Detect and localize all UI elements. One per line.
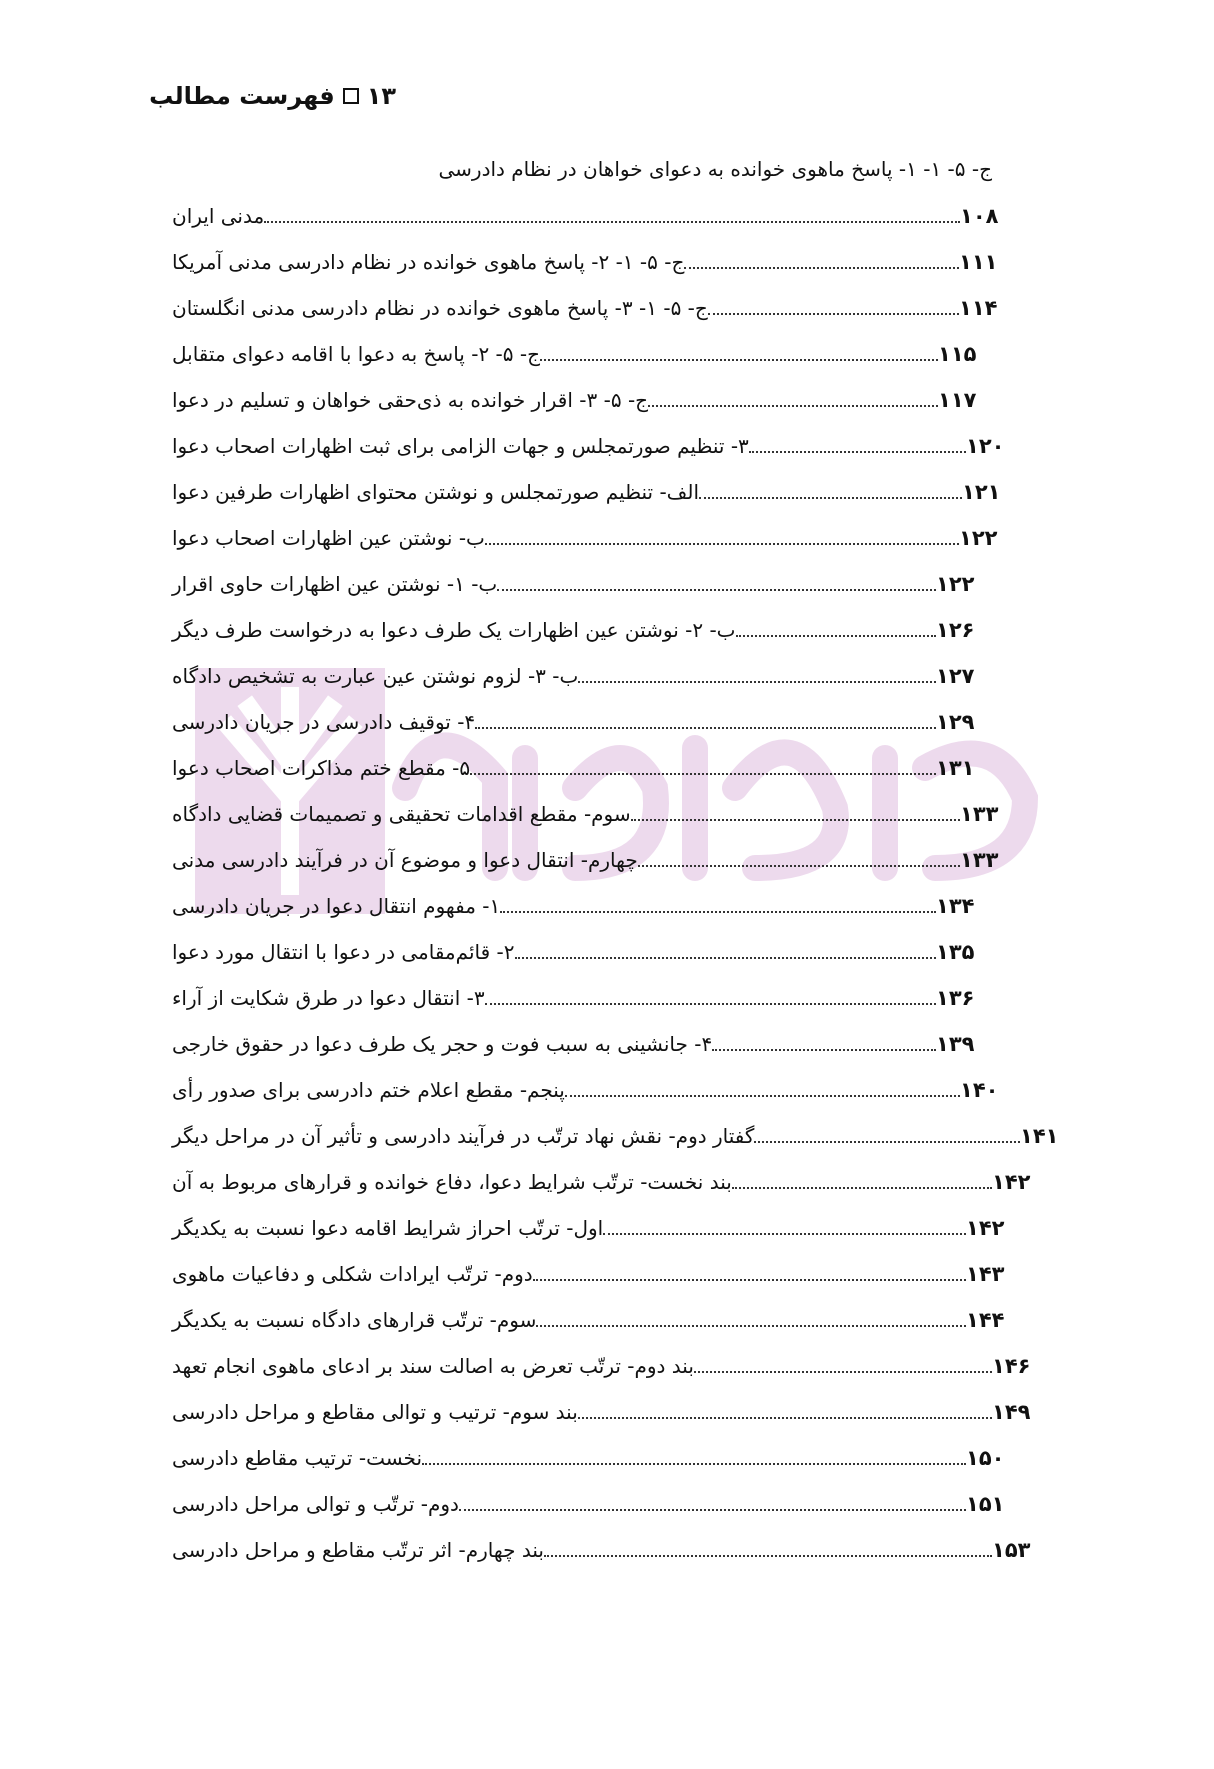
toc-entry-title: مدنی ایران [172, 204, 265, 228]
toc-entry[interactable] [168, 600, 980, 644]
dot-leader [485, 1003, 936, 1005]
table-of-contents [0, 150, 1214, 1750]
dot-leader [533, 1279, 966, 1281]
dot-leader [470, 773, 936, 775]
toc-entry[interactable] [168, 416, 1010, 460]
toc-entry-page: ۱۲۹ [936, 710, 975, 734]
toc-entry-page: ۱۲۷ [936, 664, 975, 688]
dot-leader [422, 1463, 966, 1465]
toc-entry-page: ۱۴۱ [1020, 1124, 1059, 1148]
toc-entry-page: ۱۴۲ [992, 1170, 1031, 1194]
page-header [149, 82, 396, 110]
toc-entry-title: سوم- مقطع اقدامات تحقیقی و تصمیمات قضایی دادگاه [172, 802, 631, 826]
dot-leader [648, 405, 938, 407]
toc-entry-title: بند دوم- ترتّب تعرض به اصالت سند بر ادعای ماهوی انجام تعهد [172, 1354, 694, 1378]
toc-entry-title: ۳- انتقال دعوا در طرق شکایت از آراء [172, 986, 485, 1010]
toc-entry-title: بند چهارم- اثر ترتّب مقاطع و مراحل دادرسی [172, 1538, 544, 1562]
toc-entry[interactable] [168, 1382, 1036, 1426]
toc-entry[interactable] [168, 554, 980, 598]
toc-entry-title: ۴- جانشینی به سبب فوت و حجر یک طرف دعوا در حقوق خارجی [172, 1032, 713, 1056]
toc-entry[interactable] [168, 1106, 1064, 1150]
dot-leader [712, 1049, 936, 1051]
dot-leader [515, 957, 937, 959]
toc-entry[interactable] [168, 876, 980, 920]
toc-entry[interactable] [168, 968, 980, 1012]
toc-entry[interactable] [168, 370, 982, 414]
toc-entry-title: اول- ترتّب احراز شرایط اقامه دعوا نسبت به یکدیگر [172, 1216, 604, 1240]
toc-first-line: ج- ۵- ۱- ۱- پاسخ ماهوی خوانده به دعوای خواهان در نظام دادرسی [438, 157, 992, 181]
toc-entry[interactable] [168, 278, 1003, 322]
dot-leader [708, 313, 959, 315]
toc-entry-page: ۱۴۳ [966, 1262, 1005, 1286]
toc-entry-title: ج- ۵- ۱- ۲- پاسخ ماهوی خوانده در نظام دادرسی مدنی آمریکا [172, 250, 685, 274]
dot-leader [544, 1555, 992, 1557]
toc-entry-page: ۱۳۳ [960, 802, 999, 826]
toc-entry[interactable] [168, 784, 1004, 828]
toc-entry-page: ۱۳۴ [936, 894, 975, 918]
toc-entry[interactable] [168, 1014, 980, 1058]
toc-entry[interactable] [168, 508, 1003, 552]
toc-entry-page: ۱۴۲ [966, 1216, 1005, 1240]
toc-entry-page: ۱۰۸ [960, 204, 999, 228]
toc-entry-page: ۱۳۳ [960, 848, 999, 872]
toc-entry-page: ۱۳۹ [936, 1032, 975, 1056]
dot-leader [500, 911, 936, 913]
toc-entry-title: ۱- مفهوم انتقال دعوا در جریان دادرسی [172, 894, 501, 918]
dot-leader [565, 1095, 960, 1097]
toc-entry-page: ۱۲۶ [936, 618, 975, 642]
toc-entry[interactable] [168, 186, 1004, 230]
toc-entry-page: ۱۴۰ [960, 1078, 999, 1102]
toc-entry-title: چهارم- انتقال دعوا و موضوع آن در فرآیند دادرسی مدنی [172, 848, 638, 872]
dot-leader [475, 727, 936, 729]
dot-leader [694, 1371, 992, 1373]
toc-entry-page: ۱۳۶ [936, 986, 975, 1010]
toc-entry[interactable] [168, 1198, 1010, 1242]
toc-entry-page: ۱۳۵ [936, 940, 975, 964]
toc-entry-title: ۳- تنظیم صورتمجلس و جهات الزامی برای ثبت اظهارات اصحاب دعوا [172, 434, 749, 458]
toc-entry[interactable] [168, 1244, 1010, 1288]
toc-entry-title: الف- تنظیم صورتمجلس و نوشتن محتوای اظهارات طرفین دعوا [172, 480, 700, 504]
toc-entry[interactable] [168, 922, 980, 966]
dot-leader [497, 589, 936, 591]
toc-entry-page: ۱۴۶ [992, 1354, 1031, 1378]
dot-leader [603, 1233, 966, 1235]
toc-entry-title: ج- ۵- ۱- ۳- پاسخ ماهوی خوانده در نظام دادرسی مدنی انگلستان [172, 296, 708, 320]
dot-leader [264, 221, 960, 223]
toc-entry[interactable] [168, 1060, 1004, 1104]
dot-leader [485, 543, 959, 545]
toc-entry-title: بند سوم- ترتیب و توالی مقاطع و مراحل دادرسی [172, 1400, 578, 1424]
toc-entry-page: ۱۵۳ [992, 1538, 1031, 1562]
dot-leader [732, 1187, 992, 1189]
toc-entry[interactable] [168, 462, 1006, 506]
dot-leader [459, 1509, 966, 1511]
dot-leader [736, 635, 936, 637]
dot-leader [699, 497, 962, 499]
dot-leader [638, 865, 960, 867]
dot-leader [631, 819, 960, 821]
toc-entry-title: گفتار دوم- نقش نهاد ترتّب در فرآیند دادرسی و تأثیر آن در مراحل دیگر [172, 1124, 755, 1148]
toc-entry-title: ۵- مقطع ختم مذاکرات اصحاب دعوا [172, 756, 471, 780]
toc-entry-title: پنجم- مقطع اعلام ختم دادرسی برای صدور رأی [172, 1078, 565, 1102]
toc-entry[interactable] [168, 1336, 1036, 1380]
toc-entry-page: ۱۲۰ [966, 434, 1005, 458]
dot-leader [684, 267, 959, 269]
toc-entry[interactable] [168, 1474, 1010, 1518]
toc-entry-page: ۱۵۰ [966, 1446, 1005, 1470]
toc-entry-page: ۱۲۲ [959, 526, 998, 550]
toc-entry-title: ب- نوشتن عین اظهارات اصحاب دعوا [172, 526, 485, 550]
toc-entry-title: بند نخست- ترتّب شرایط دعوا، دفاع خوانده و قرارهای مربوط به آن [172, 1170, 732, 1194]
toc-entry-page: ۱۳۱ [936, 756, 975, 780]
toc-entry-page: ۱۴۴ [966, 1308, 1005, 1332]
toc-entry-page: ۱۲۱ [962, 480, 1001, 504]
toc-entry-page: ۱۵۱ [966, 1492, 1005, 1516]
toc-entry-page: ۱۲۲ [936, 572, 975, 596]
dot-leader [578, 1417, 992, 1419]
toc-entry-title: ب- ۲- نوشتن عین اظهارات یک طرف دعوا به درخواست طرف دیگر [172, 618, 736, 642]
toc-entry[interactable] [168, 1520, 1036, 1564]
dot-leader [749, 451, 966, 453]
toc-entry-title: ۴- توقیف دادرسی در جریان دادرسی [172, 710, 476, 734]
dot-leader [540, 359, 938, 361]
toc-entry-page: ۱۱۷ [938, 388, 977, 412]
dot-leader [536, 1325, 966, 1327]
toc-entry-title: دوم- ترتّب و توالی مراحل دادرسی [172, 1492, 459, 1516]
dot-leader [578, 681, 936, 683]
toc-entry-page: ۱۴۹ [992, 1400, 1031, 1424]
toc-entry-page: ۱۱۵ [938, 342, 977, 366]
toc-entry-title: نخست- ترتیب مقاطع دادرسی [172, 1446, 423, 1470]
toc-entry[interactable] [168, 692, 980, 736]
toc-entry-page: ۱۱۴ [959, 296, 998, 320]
toc-entry[interactable] [168, 324, 982, 368]
toc-entry-title: ج- ۵- ۳- اقرار خوانده به ذی‌حقی خواهان و تسلیم در دعوا [172, 388, 649, 412]
toc-entry[interactable] [168, 1152, 1036, 1196]
toc-entry-title: ب- ۳- لزوم نوشتن عین عبارت به تشخیص دادگاه [172, 664, 579, 688]
toc-entry[interactable] [168, 830, 1004, 874]
toc-entry-title: سوم- ترتّب قرارهای دادگاه نسبت به یکدیگر [172, 1308, 537, 1332]
toc-entry-title: ۲- قائم‌مقامی در دعوا با انتقال مورد دعوا [172, 940, 515, 964]
toc-entry-page: ۱۱۱ [959, 250, 998, 274]
toc-entry-title: ج- ۵- ۲- پاسخ به دعوا با اقامه دعوای متقابل [172, 342, 540, 366]
toc-entry[interactable] [168, 232, 1003, 276]
toc-entry[interactable] [168, 738, 980, 782]
header-title: فهرست مطالب [149, 82, 335, 110]
toc-entry-title: ب- ۱- نوشتن عین اظهارات حاوی اقرار [172, 572, 498, 596]
header-page-number: ۱۳ [366, 82, 396, 110]
toc-entry[interactable] [168, 1428, 1010, 1472]
dot-leader [754, 1141, 1020, 1143]
square-icon [343, 88, 359, 104]
toc-entry[interactable] [168, 1290, 1010, 1334]
toc-entry[interactable] [168, 646, 980, 690]
toc-entry-title: دوم- ترتّب ایرادات شکلی و دفاعیات ماهوی [172, 1262, 533, 1286]
